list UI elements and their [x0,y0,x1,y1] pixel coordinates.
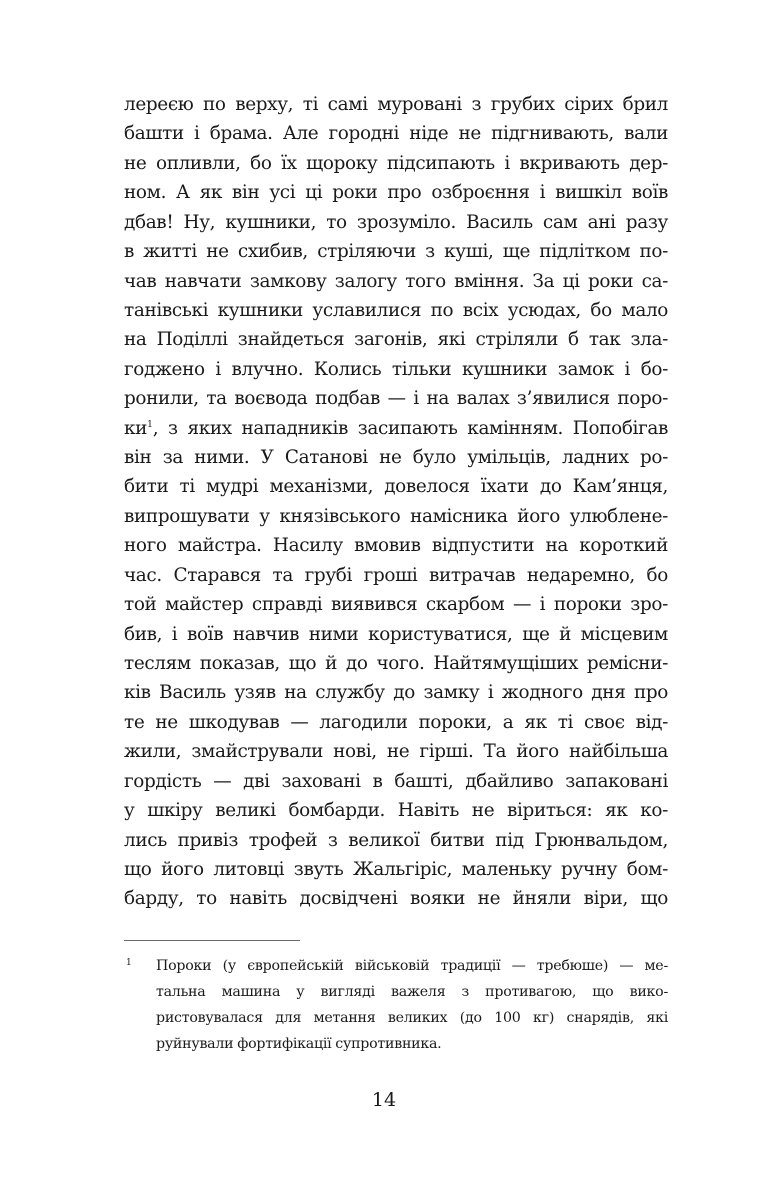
page-number: 14 [371,1089,397,1111]
text-line: танівські кушники уславилися по всіх усюдах, бо мало [124,299,668,321]
footnote-line: Пороки (у європейській військовій традиції — требюше) — ме- [156,958,668,974]
text-line: ронили, та воєвода подбав — і на валах з’явилися поро- [124,388,668,410]
text-line: ном. А як він усі ці роки про озброєння і вишкіл воїв [124,182,668,204]
text-line: гордість — дві заховані в башті, дбайливо запаковані [124,770,668,792]
text-line: теслям показав, що й до чого. Найтямущіших ремісни- [124,653,668,675]
text-line: ного майстра. Насилу вмовив відпустити на короткий [124,535,668,557]
text-line: у шкіру великі бомбарди. Навіть не віриться: як ко- [124,800,668,822]
footnote-marker: 1 [126,958,132,968]
text-line: годжено і влучно. Колись тільки кушники замок і бо- [124,358,668,380]
text-line: башти і брама. Але городні ніде не підгнивають, вали [124,123,668,145]
text-line: той майстер справді виявився скарбом — і пороки зро- [124,594,668,616]
footnote-line: тальна машина у вигляді важеля з противагою, що вико- [156,984,668,1000]
footnote-text [156,953,668,1057]
text-line [124,414,668,443]
text-line: дбав! Ну, кушники, то зрозуміло. Василь сам ані разу [124,211,668,233]
footnote-line: ристовувалася для метання великих (до 100 кг) снарядів, які [156,1010,668,1026]
footnote-divider [124,940,300,941]
footnote-line: руйнували фортифікації супротивника. [156,1036,442,1052]
text-line: те не шкодував — лагодили пороки, а як ті своє від- [124,711,668,733]
text-line: жили, змайстрували нові, не гірші. Та його найбільша [124,741,668,763]
text-line: на Поділлі знайдеться загонів, які стріляли б так зла- [124,329,668,351]
text-line: лись привіз трофей з великої битви під Грюнвальдом, [124,829,668,851]
footnote-reference[interactable]: 1 [147,419,153,430]
text-line: бити ті мудрі механізми, довелося їхати до Кам’янця, [124,476,668,498]
text-line: чав навчати замкову залогу того вміння. За ці роки са- [124,270,668,292]
text-line: не опливли, бо їх щороку підсипають і вкривають дер- [124,152,668,174]
text-line: бив, і воїв навчив ними користуватися, ще й місцевим [124,623,668,645]
text-line: він за ними. У Сатанові не було умільців, ладних ро- [124,447,668,469]
text-fragment: , з яких нападників засипають камінням. Попобігав [152,417,668,439]
body-text [124,90,668,914]
text-line: що його литовці звуть Жальгіріс, маленьку ручну бом- [124,858,668,880]
text-line: в житті не схибив, стріляючи з куші, ще підлітком по- [124,241,668,263]
text-line: випрошувати у князівського намісника його улюблене- [124,505,668,527]
text-line: лереєю по верху, ті самі муровані з грубих сірих брил [124,94,668,115]
text-line: ків Василь узяв на службу до замку і жодного дня про [124,682,668,704]
text-fragment: ки [124,417,148,439]
text-line: барду, то навіть досвідчені вояки не йняли віри, що [124,888,668,910]
text-line: час. Старався та грубі гроші витрачав недаремно, бо [124,564,668,586]
